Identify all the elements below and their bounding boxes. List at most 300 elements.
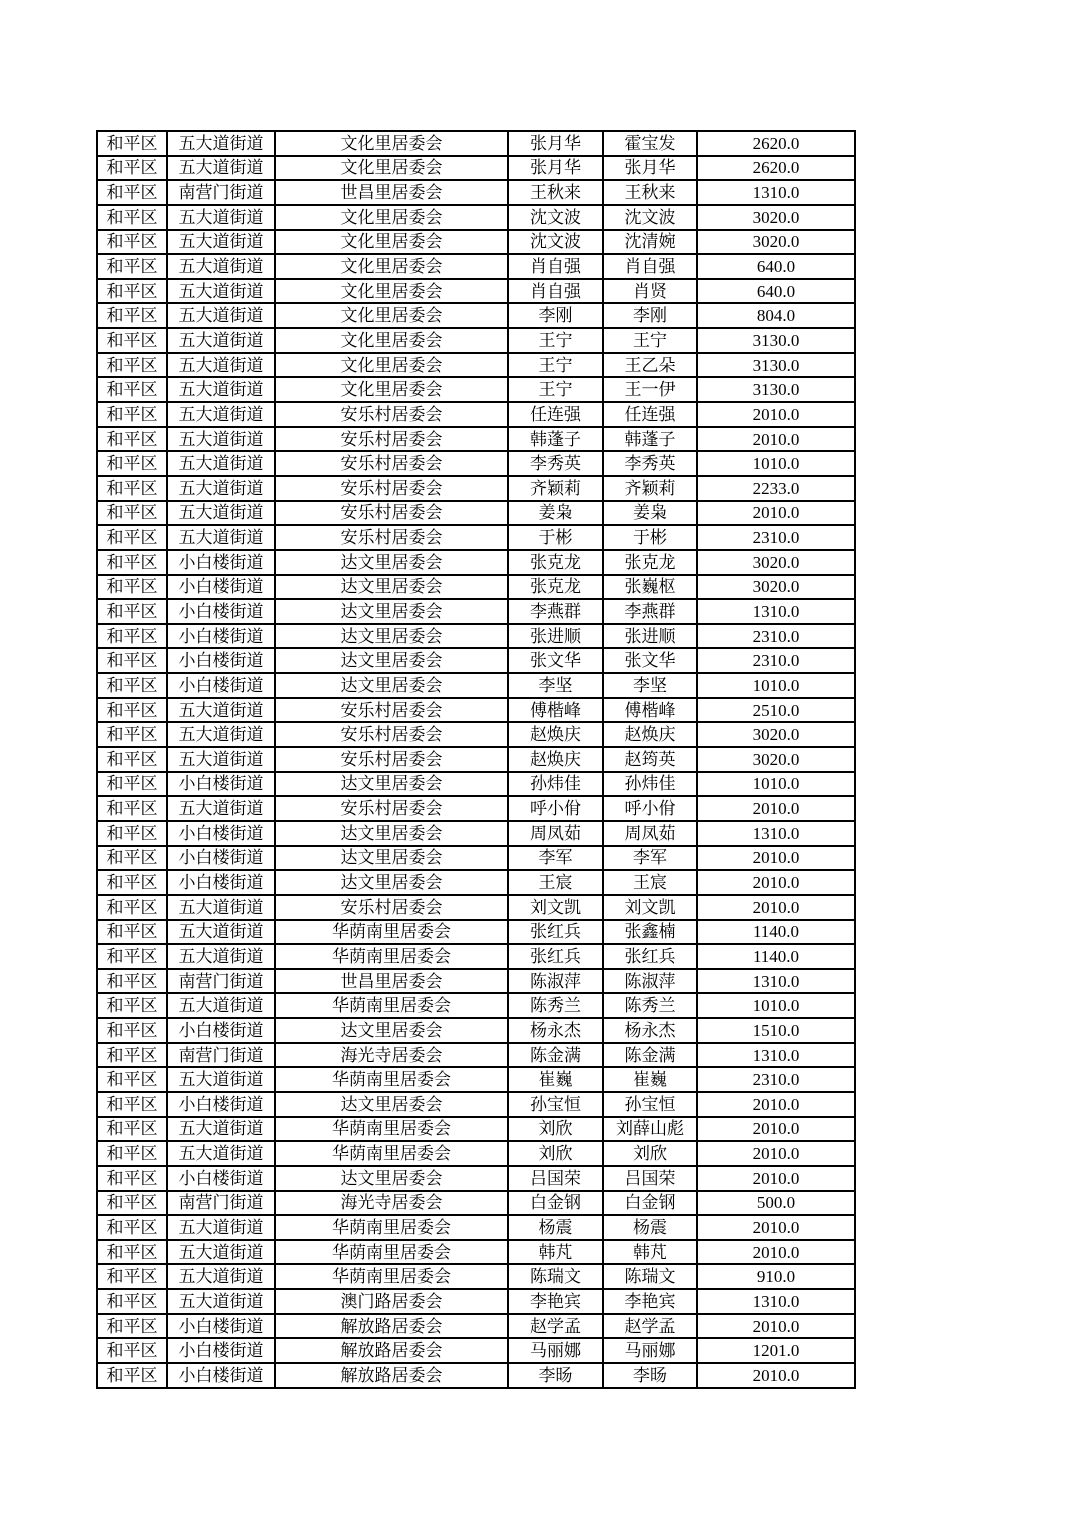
- table-row: [97, 1240, 855, 1265]
- table-row: [97, 131, 855, 156]
- cell-street: 小白楼街道: [167, 1092, 275, 1117]
- cell-street: 五大道街道: [167, 1117, 275, 1142]
- cell-district: 和平区: [97, 673, 167, 698]
- cell-name-secondary: 王一伊: [603, 377, 697, 402]
- cell-amount: 910.0: [697, 1264, 855, 1289]
- cell-amount: 3130.0: [697, 328, 855, 353]
- table-row: [97, 180, 855, 205]
- cell-amount: 640.0: [697, 279, 855, 304]
- cell-district: 和平区: [97, 1117, 167, 1142]
- cell-amount: 1140.0: [697, 944, 855, 969]
- cell-name-secondary: 肖贤: [603, 279, 697, 304]
- cell-committee: 达文里居委会: [275, 846, 508, 871]
- cell-committee: 解放路居委会: [275, 1363, 508, 1388]
- cell-district: 和平区: [97, 772, 167, 797]
- cell-name-secondary: 韩蓬子: [603, 427, 697, 452]
- cell-amount: 3020.0: [697, 550, 855, 575]
- cell-amount: 1310.0: [697, 1043, 855, 1068]
- cell-amount: 2010.0: [697, 846, 855, 871]
- cell-district: 和平区: [97, 525, 167, 550]
- cell-name-primary: 孙宝恒: [508, 1092, 603, 1117]
- cell-name-secondary: 马丽娜: [603, 1338, 697, 1363]
- table-row: [97, 230, 855, 255]
- cell-amount: 2010.0: [697, 402, 855, 427]
- table-row: [97, 377, 855, 402]
- cell-district: 和平区: [97, 747, 167, 772]
- cell-street: 小白楼街道: [167, 1338, 275, 1363]
- cell-name-secondary: 李坚: [603, 673, 697, 698]
- cell-amount: 1201.0: [697, 1338, 855, 1363]
- cell-district: 和平区: [97, 1338, 167, 1363]
- cell-name-secondary: 赵筠英: [603, 747, 697, 772]
- cell-street: 小白楼街道: [167, 1018, 275, 1043]
- cell-street: 小白楼街道: [167, 599, 275, 624]
- cell-amount: 1010.0: [697, 451, 855, 476]
- cell-name-secondary: 霍宝发: [603, 131, 697, 156]
- cell-name-secondary: 陈金满: [603, 1043, 697, 1068]
- cell-name-primary: 张克龙: [508, 550, 603, 575]
- cell-district: 和平区: [97, 993, 167, 1018]
- cell-amount: 3020.0: [697, 230, 855, 255]
- cell-district: 和平区: [97, 230, 167, 255]
- cell-amount: 500.0: [697, 1191, 855, 1216]
- cell-amount: 2010.0: [697, 501, 855, 526]
- cell-amount: 2010.0: [697, 1240, 855, 1265]
- cell-district: 和平区: [97, 254, 167, 279]
- cell-amount: 3020.0: [697, 747, 855, 772]
- table-row: [97, 1043, 855, 1068]
- cell-name-secondary: 王宸: [603, 870, 697, 895]
- table-row: [97, 920, 855, 945]
- table-body: [97, 131, 855, 1388]
- cell-amount: 3020.0: [697, 575, 855, 600]
- cell-street: 五大道街道: [167, 131, 275, 156]
- cell-street: 五大道街道: [167, 944, 275, 969]
- cell-street: 五大道街道: [167, 402, 275, 427]
- cell-committee: 达文里居委会: [275, 821, 508, 846]
- table-row: [97, 599, 855, 624]
- cell-name-primary: 李坚: [508, 673, 603, 698]
- cell-street: 五大道街道: [167, 698, 275, 723]
- cell-amount: 2620.0: [697, 131, 855, 156]
- cell-district: 和平区: [97, 1067, 167, 1092]
- cell-name-secondary: 陈淑萍: [603, 969, 697, 994]
- cell-street: 五大道街道: [167, 920, 275, 945]
- cell-street: 五大道街道: [167, 1141, 275, 1166]
- table-row: [97, 1141, 855, 1166]
- cell-district: 和平区: [97, 1141, 167, 1166]
- cell-name-secondary: 崔巍: [603, 1067, 697, 1092]
- cell-street: 南营门街道: [167, 180, 275, 205]
- cell-amount: 1010.0: [697, 673, 855, 698]
- cell-street: 小白楼街道: [167, 624, 275, 649]
- cell-name-primary: 李刚: [508, 303, 603, 328]
- cell-street: 小白楼街道: [167, 1166, 275, 1191]
- cell-committee: 文化里居委会: [275, 254, 508, 279]
- cell-street: 五大道街道: [167, 525, 275, 550]
- cell-committee: 达文里居委会: [275, 575, 508, 600]
- cell-amount: 2310.0: [697, 648, 855, 673]
- cell-district: 和平区: [97, 624, 167, 649]
- cell-name-primary: 孙炜佳: [508, 772, 603, 797]
- cell-name-primary: 李燕群: [508, 599, 603, 624]
- cell-committee: 华荫南里居委会: [275, 1264, 508, 1289]
- cell-name-primary: 李艳宾: [508, 1289, 603, 1314]
- cell-district: 和平区: [97, 722, 167, 747]
- cell-district: 和平区: [97, 920, 167, 945]
- cell-amount: 2010.0: [697, 1092, 855, 1117]
- table-row: [97, 1264, 855, 1289]
- cell-committee: 达文里居委会: [275, 673, 508, 698]
- cell-name-primary: 李旸: [508, 1363, 603, 1388]
- cell-district: 和平区: [97, 279, 167, 304]
- cell-district: 和平区: [97, 846, 167, 871]
- cell-committee: 文化里居委会: [275, 279, 508, 304]
- cell-committee: 文化里居委会: [275, 353, 508, 378]
- cell-committee: 华荫南里居委会: [275, 944, 508, 969]
- cell-district: 和平区: [97, 870, 167, 895]
- cell-name-primary: 刘欣: [508, 1117, 603, 1142]
- cell-district: 和平区: [97, 895, 167, 920]
- cell-name-primary: 张月华: [508, 131, 603, 156]
- cell-name-primary: 王宁: [508, 377, 603, 402]
- cell-name-secondary: 韩芃: [603, 1240, 697, 1265]
- table-row: [97, 254, 855, 279]
- cell-committee: 文化里居委会: [275, 328, 508, 353]
- cell-name-primary: 沈文波: [508, 230, 603, 255]
- cell-committee: 世昌里居委会: [275, 969, 508, 994]
- cell-street: 小白楼街道: [167, 821, 275, 846]
- cell-committee: 安乐村居委会: [275, 525, 508, 550]
- cell-street: 五大道街道: [167, 993, 275, 1018]
- cell-name-secondary: 沈清婉: [603, 230, 697, 255]
- cell-street: 五大道街道: [167, 1240, 275, 1265]
- cell-committee: 达文里居委会: [275, 870, 508, 895]
- cell-street: 南营门街道: [167, 1191, 275, 1216]
- table-row: [97, 525, 855, 550]
- cell-district: 和平区: [97, 427, 167, 452]
- cell-district: 和平区: [97, 796, 167, 821]
- cell-name-secondary: 赵焕庆: [603, 722, 697, 747]
- cell-street: 五大道街道: [167, 796, 275, 821]
- cell-committee: 文化里居委会: [275, 377, 508, 402]
- cell-street: 五大道街道: [167, 328, 275, 353]
- cell-amount: 1310.0: [697, 821, 855, 846]
- cell-amount: 3130.0: [697, 353, 855, 378]
- cell-name-secondary: 张鑫楠: [603, 920, 697, 945]
- residents-subsidy-table: [96, 130, 856, 1389]
- cell-street: 小白楼街道: [167, 1314, 275, 1339]
- cell-name-primary: 傅楷峰: [508, 698, 603, 723]
- cell-name-secondary: 李艳宾: [603, 1289, 697, 1314]
- cell-amount: 1010.0: [697, 993, 855, 1018]
- cell-district: 和平区: [97, 1166, 167, 1191]
- cell-street: 南营门街道: [167, 969, 275, 994]
- cell-name-secondary: 沈文波: [603, 205, 697, 230]
- cell-amount: 1310.0: [697, 599, 855, 624]
- cell-street: 小白楼街道: [167, 550, 275, 575]
- cell-name-secondary: 呼小佾: [603, 796, 697, 821]
- cell-name-primary: 崔巍: [508, 1067, 603, 1092]
- cell-street: 五大道街道: [167, 501, 275, 526]
- cell-amount: 1310.0: [697, 1289, 855, 1314]
- table-row: [97, 722, 855, 747]
- cell-district: 和平区: [97, 1314, 167, 1339]
- cell-name-primary: 齐颖莉: [508, 476, 603, 501]
- cell-street: 五大道街道: [167, 377, 275, 402]
- cell-district: 和平区: [97, 1092, 167, 1117]
- cell-street: 五大道街道: [167, 254, 275, 279]
- cell-name-secondary: 王宁: [603, 328, 697, 353]
- cell-committee: 安乐村居委会: [275, 501, 508, 526]
- table-row: [97, 1166, 855, 1191]
- cell-committee: 达文里居委会: [275, 772, 508, 797]
- cell-amount: 2010.0: [697, 1166, 855, 1191]
- cell-committee: 达文里居委会: [275, 624, 508, 649]
- cell-committee: 华荫南里居委会: [275, 920, 508, 945]
- cell-name-secondary: 赵学孟: [603, 1314, 697, 1339]
- cell-district: 和平区: [97, 599, 167, 624]
- cell-committee: 达文里居委会: [275, 648, 508, 673]
- table-row: [97, 648, 855, 673]
- cell-district: 和平区: [97, 698, 167, 723]
- cell-name-secondary: 杨永杰: [603, 1018, 697, 1043]
- cell-district: 和平区: [97, 1240, 167, 1265]
- cell-street: 小白楼街道: [167, 870, 275, 895]
- table-row: [97, 747, 855, 772]
- cell-amount: 2010.0: [697, 1215, 855, 1240]
- cell-amount: 2010.0: [697, 1117, 855, 1142]
- cell-district: 和平区: [97, 944, 167, 969]
- cell-name-secondary: 周凤茹: [603, 821, 697, 846]
- cell-name-secondary: 李燕群: [603, 599, 697, 624]
- table-row: [97, 1191, 855, 1216]
- cell-name-secondary: 张巍枢: [603, 575, 697, 600]
- cell-amount: 3130.0: [697, 377, 855, 402]
- cell-name-secondary: 孙炜佳: [603, 772, 697, 797]
- cell-amount: 1310.0: [697, 969, 855, 994]
- table-row: [97, 993, 855, 1018]
- cell-district: 和平区: [97, 377, 167, 402]
- cell-name-secondary: 张红兵: [603, 944, 697, 969]
- cell-street: 五大道街道: [167, 303, 275, 328]
- cell-committee: 海光寺居委会: [275, 1191, 508, 1216]
- cell-name-primary: 刘欣: [508, 1141, 603, 1166]
- cell-street: 五大道街道: [167, 1264, 275, 1289]
- cell-name-primary: 吕国荣: [508, 1166, 603, 1191]
- cell-name-primary: 张克龙: [508, 575, 603, 600]
- table-row: [97, 673, 855, 698]
- cell-amount: 2010.0: [697, 796, 855, 821]
- cell-name-primary: 李秀英: [508, 451, 603, 476]
- cell-amount: 2620.0: [697, 156, 855, 181]
- cell-amount: 2010.0: [697, 1141, 855, 1166]
- cell-name-secondary: 张进顺: [603, 624, 697, 649]
- cell-committee: 华荫南里居委会: [275, 1067, 508, 1092]
- cell-name-secondary: 陈瑞文: [603, 1264, 697, 1289]
- cell-street: 小白楼街道: [167, 575, 275, 600]
- cell-name-primary: 呼小佾: [508, 796, 603, 821]
- cell-amount: 2310.0: [697, 624, 855, 649]
- cell-name-primary: 韩芃: [508, 1240, 603, 1265]
- cell-committee: 解放路居委会: [275, 1314, 508, 1339]
- cell-name-primary: 韩蓬子: [508, 427, 603, 452]
- cell-district: 和平区: [97, 1191, 167, 1216]
- cell-name-primary: 张文华: [508, 648, 603, 673]
- cell-amount: 804.0: [697, 303, 855, 328]
- cell-district: 和平区: [97, 303, 167, 328]
- table-row: [97, 1018, 855, 1043]
- cell-amount: 2310.0: [697, 525, 855, 550]
- cell-name-secondary: 李刚: [603, 303, 697, 328]
- table-row: [97, 1338, 855, 1363]
- table-row: [97, 328, 855, 353]
- cell-committee: 世昌里居委会: [275, 180, 508, 205]
- table-row: [97, 303, 855, 328]
- cell-name-secondary: 李秀英: [603, 451, 697, 476]
- cell-committee: 安乐村居委会: [275, 402, 508, 427]
- cell-name-primary: 王宸: [508, 870, 603, 895]
- cell-street: 五大道街道: [167, 722, 275, 747]
- cell-name-secondary: 姜枭: [603, 501, 697, 526]
- cell-committee: 安乐村居委会: [275, 698, 508, 723]
- cell-committee: 华荫南里居委会: [275, 1240, 508, 1265]
- cell-committee: 达文里居委会: [275, 599, 508, 624]
- cell-amount: 2510.0: [697, 698, 855, 723]
- cell-amount: 2010.0: [697, 1363, 855, 1388]
- cell-district: 和平区: [97, 353, 167, 378]
- table-row: [97, 870, 855, 895]
- table-row: [97, 476, 855, 501]
- cell-district: 和平区: [97, 156, 167, 181]
- cell-district: 和平区: [97, 575, 167, 600]
- cell-street: 五大道街道: [167, 451, 275, 476]
- cell-amount: 1510.0: [697, 1018, 855, 1043]
- cell-name-secondary: 杨震: [603, 1215, 697, 1240]
- cell-district: 和平区: [97, 205, 167, 230]
- table-row: [97, 846, 855, 871]
- cell-name-primary: 肖自强: [508, 254, 603, 279]
- cell-name-secondary: 于彬: [603, 525, 697, 550]
- cell-name-primary: 姜枭: [508, 501, 603, 526]
- cell-name-primary: 沈文波: [508, 205, 603, 230]
- cell-district: 和平区: [97, 1289, 167, 1314]
- cell-committee: 安乐村居委会: [275, 451, 508, 476]
- table-row: [97, 156, 855, 181]
- cell-district: 和平区: [97, 821, 167, 846]
- table-row: [97, 1067, 855, 1092]
- cell-amount: 3020.0: [697, 205, 855, 230]
- cell-name-primary: 王宁: [508, 353, 603, 378]
- cell-name-primary: 张红兵: [508, 920, 603, 945]
- cell-name-primary: 陈金满: [508, 1043, 603, 1068]
- cell-committee: 华荫南里居委会: [275, 1215, 508, 1240]
- cell-street: 五大道街道: [167, 1215, 275, 1240]
- cell-committee: 安乐村居委会: [275, 722, 508, 747]
- cell-name-secondary: 孙宝恒: [603, 1092, 697, 1117]
- cell-street: 五大道街道: [167, 895, 275, 920]
- cell-name-primary: 肖自强: [508, 279, 603, 304]
- cell-committee: 华荫南里居委会: [275, 1117, 508, 1142]
- cell-name-secondary: 任连强: [603, 402, 697, 427]
- cell-street: 小白楼街道: [167, 846, 275, 871]
- cell-committee: 华荫南里居委会: [275, 1141, 508, 1166]
- cell-street: 五大道街道: [167, 230, 275, 255]
- cell-name-secondary: 刘文凯: [603, 895, 697, 920]
- table-row: [97, 1314, 855, 1339]
- cell-name-secondary: 王乙朵: [603, 353, 697, 378]
- cell-street: 小白楼街道: [167, 1363, 275, 1388]
- cell-amount: 2010.0: [697, 895, 855, 920]
- cell-name-secondary: 刘欣: [603, 1141, 697, 1166]
- cell-name-primary: 白金钢: [508, 1191, 603, 1216]
- cell-district: 和平区: [97, 1363, 167, 1388]
- cell-committee: 安乐村居委会: [275, 796, 508, 821]
- cell-amount: 2233.0: [697, 476, 855, 501]
- cell-amount: 1310.0: [697, 180, 855, 205]
- cell-committee: 文化里居委会: [275, 156, 508, 181]
- cell-name-secondary: 傅楷峰: [603, 698, 697, 723]
- table-row: [97, 698, 855, 723]
- cell-street: 五大道街道: [167, 1289, 275, 1314]
- cell-committee: 达文里居委会: [275, 1018, 508, 1043]
- table-row: [97, 624, 855, 649]
- table-row: [97, 1215, 855, 1240]
- cell-street: 五大道街道: [167, 476, 275, 501]
- cell-committee: 达文里居委会: [275, 1166, 508, 1191]
- cell-name-primary: 陈瑞文: [508, 1264, 603, 1289]
- cell-name-primary: 马丽娜: [508, 1338, 603, 1363]
- cell-committee: 安乐村居委会: [275, 427, 508, 452]
- cell-name-primary: 陈淑萍: [508, 969, 603, 994]
- cell-name-secondary: 张克龙: [603, 550, 697, 575]
- table-row: [97, 1289, 855, 1314]
- cell-amount: 2010.0: [697, 870, 855, 895]
- cell-committee: 文化里居委会: [275, 131, 508, 156]
- cell-street: 五大道街道: [167, 156, 275, 181]
- cell-committee: 达文里居委会: [275, 1092, 508, 1117]
- table-row: [97, 427, 855, 452]
- cell-name-secondary: 王秋来: [603, 180, 697, 205]
- cell-district: 和平区: [97, 969, 167, 994]
- cell-amount: 1010.0: [697, 772, 855, 797]
- cell-district: 和平区: [97, 131, 167, 156]
- cell-name-primary: 张进顺: [508, 624, 603, 649]
- table-row: [97, 575, 855, 600]
- cell-street: 五大道街道: [167, 1067, 275, 1092]
- cell-district: 和平区: [97, 1264, 167, 1289]
- cell-name-primary: 陈秀兰: [508, 993, 603, 1018]
- cell-street: 五大道街道: [167, 427, 275, 452]
- table-row: [97, 550, 855, 575]
- cell-committee: 文化里居委会: [275, 205, 508, 230]
- cell-name-primary: 杨永杰: [508, 1018, 603, 1043]
- table-row: [97, 1117, 855, 1142]
- cell-committee: 文化里居委会: [275, 230, 508, 255]
- table-row: [97, 353, 855, 378]
- cell-street: 五大道街道: [167, 205, 275, 230]
- cell-name-primary: 赵焕庆: [508, 722, 603, 747]
- table-row: [97, 501, 855, 526]
- cell-committee: 解放路居委会: [275, 1338, 508, 1363]
- cell-district: 和平区: [97, 476, 167, 501]
- cell-name-primary: 王秋来: [508, 180, 603, 205]
- cell-name-primary: 张红兵: [508, 944, 603, 969]
- table-row: [97, 402, 855, 427]
- cell-district: 和平区: [97, 1043, 167, 1068]
- cell-name-primary: 刘文凯: [508, 895, 603, 920]
- cell-name-secondary: 陈秀兰: [603, 993, 697, 1018]
